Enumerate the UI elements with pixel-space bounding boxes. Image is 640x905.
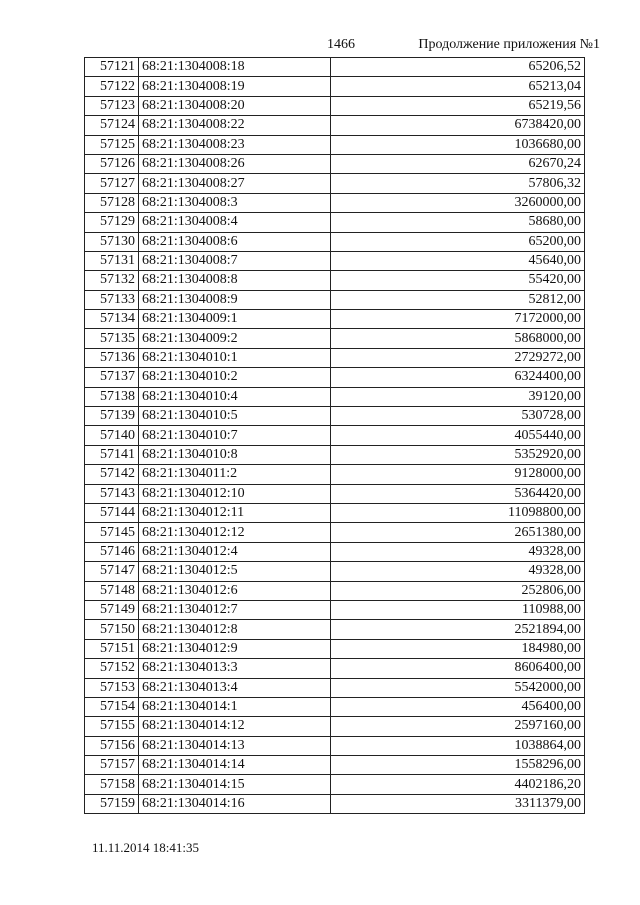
table-row [85, 387, 585, 406]
table-row [85, 271, 585, 290]
cadastral-number-cell: 68:21:1304010:7 [139, 426, 331, 445]
page-number: 1466 [327, 37, 355, 52]
row-number-cell: 57123 [85, 96, 139, 115]
row-number-cell: 57144 [85, 503, 139, 522]
table-row [85, 251, 585, 270]
cadastral-number-cell: 68:21:1304011:2 [139, 465, 331, 484]
cadastral-number-cell: 68:21:1304008:27 [139, 174, 331, 193]
cadastral-number-cell: 68:21:1304012:7 [139, 600, 331, 619]
cadastral-value-cell: 184980,00 [331, 639, 585, 658]
cadastral-number-cell: 68:21:1304014:1 [139, 697, 331, 716]
table-row [85, 775, 585, 794]
cadastral-value-cell: 9128000,00 [331, 465, 585, 484]
row-number-cell: 57138 [85, 387, 139, 406]
table-row [85, 154, 585, 173]
row-number-cell: 57130 [85, 232, 139, 251]
cadastral-value-cell: 65206,52 [331, 58, 585, 77]
cadastral-value-cell: 456400,00 [331, 697, 585, 716]
cadastral-number-cell: 68:21:1304012:6 [139, 581, 331, 600]
row-number-cell: 57128 [85, 193, 139, 212]
table-row [85, 213, 585, 232]
row-number-cell: 57141 [85, 445, 139, 464]
cadastral-value-cell: 3311379,00 [331, 794, 585, 813]
row-number-cell: 57137 [85, 368, 139, 387]
row-number-cell: 57143 [85, 484, 139, 503]
table-row [85, 620, 585, 639]
cadastral-number-cell: 68:21:1304012:11 [139, 503, 331, 522]
row-number-cell: 57125 [85, 135, 139, 154]
cadastral-value-cell: 49328,00 [331, 542, 585, 561]
cadastral-number-cell: 68:21:1304010:1 [139, 348, 331, 367]
cadastral-number-cell: 68:21:1304010:5 [139, 407, 331, 426]
row-number-cell: 57155 [85, 717, 139, 736]
table-row [85, 174, 585, 193]
table-row [85, 116, 585, 135]
table-row [85, 717, 585, 736]
row-number-cell: 57147 [85, 562, 139, 581]
cadastral-value-cell: 49328,00 [331, 562, 585, 581]
table-row [85, 310, 585, 329]
cadastral-number-cell: 68:21:1304014:13 [139, 736, 331, 755]
cadastral-value-cell: 4055440,00 [331, 426, 585, 445]
table-row [85, 329, 585, 348]
row-number-cell: 57157 [85, 756, 139, 775]
cadastral-number-cell: 68:21:1304008:22 [139, 116, 331, 135]
cadastral-value-cell: 55420,00 [331, 271, 585, 290]
table-row [85, 484, 585, 503]
cadastral-value-cell: 110988,00 [331, 600, 585, 619]
cadastral-value-cell: 11098800,00 [331, 503, 585, 522]
table-row [85, 697, 585, 716]
cadastral-value-cell: 65213,04 [331, 77, 585, 96]
cadastral-value-cell: 6738420,00 [331, 116, 585, 135]
cadastral-number-cell: 68:21:1304008:18 [139, 58, 331, 77]
cadastral-value-cell: 58680,00 [331, 213, 585, 232]
row-number-cell: 57156 [85, 736, 139, 755]
cadastral-value-cell: 2597160,00 [331, 717, 585, 736]
cadastral-value-cell: 52812,00 [331, 290, 585, 309]
table-row [85, 290, 585, 309]
table-row [85, 465, 585, 484]
cadastral-value-cell: 5542000,00 [331, 678, 585, 697]
cadastral-number-cell: 68:21:1304010:2 [139, 368, 331, 387]
cadastral-number-cell: 68:21:1304012:5 [139, 562, 331, 581]
cadastral-number-cell: 68:21:1304008:26 [139, 154, 331, 173]
cadastral-number-cell: 68:21:1304008:8 [139, 271, 331, 290]
cadastral-number-cell: 68:21:1304008:6 [139, 232, 331, 251]
appendix-label: Продолжение приложения №1 [418, 37, 600, 52]
cadastral-number-cell: 68:21:1304012:12 [139, 523, 331, 542]
cadastral-number-cell: 68:21:1304012:9 [139, 639, 331, 658]
row-number-cell: 57126 [85, 154, 139, 173]
table-row [85, 232, 585, 251]
cadastral-number-cell: 68:21:1304008:3 [139, 193, 331, 212]
cadastral-number-cell: 68:21:1304008:4 [139, 213, 331, 232]
cadastral-number-cell: 68:21:1304008:23 [139, 135, 331, 154]
cadastral-number-cell: 68:21:1304014:15 [139, 775, 331, 794]
cadastral-value-cell: 8606400,00 [331, 659, 585, 678]
row-number-cell: 57149 [85, 600, 139, 619]
row-number-cell: 57129 [85, 213, 139, 232]
row-number-cell: 57124 [85, 116, 139, 135]
table-row [85, 736, 585, 755]
table-row [85, 348, 585, 367]
cadastral-number-cell: 68:21:1304013:3 [139, 659, 331, 678]
cadastral-number-cell: 68:21:1304008:9 [139, 290, 331, 309]
table-body [85, 58, 585, 814]
row-number-cell: 57122 [85, 77, 139, 96]
row-number-cell: 57131 [85, 251, 139, 270]
cadastral-value-cell: 5868000,00 [331, 329, 585, 348]
table-row [85, 639, 585, 658]
table-row [85, 426, 585, 445]
row-number-cell: 57159 [85, 794, 139, 813]
cadastral-number-cell: 68:21:1304009:2 [139, 329, 331, 348]
table-row [85, 523, 585, 542]
cadastral-value-cell: 7172000,00 [331, 310, 585, 329]
cadastral-number-cell: 68:21:1304008:7 [139, 251, 331, 270]
cadastral-table [84, 57, 585, 814]
cadastral-value-cell: 1558296,00 [331, 756, 585, 775]
cadastral-value-cell: 62670,24 [331, 154, 585, 173]
row-number-cell: 57140 [85, 426, 139, 445]
cadastral-number-cell: 68:21:1304013:4 [139, 678, 331, 697]
table-row [85, 562, 585, 581]
table-row [85, 135, 585, 154]
table-row [85, 581, 585, 600]
row-number-cell: 57136 [85, 348, 139, 367]
table-row [85, 678, 585, 697]
table-row [85, 445, 585, 464]
cadastral-number-cell: 68:21:1304014:16 [139, 794, 331, 813]
cadastral-value-cell: 65200,00 [331, 232, 585, 251]
cadastral-value-cell: 1038864,00 [331, 736, 585, 755]
row-number-cell: 57139 [85, 407, 139, 426]
row-number-cell: 57148 [85, 581, 139, 600]
row-number-cell: 57154 [85, 697, 139, 716]
row-number-cell: 57135 [85, 329, 139, 348]
cadastral-number-cell: 68:21:1304012:8 [139, 620, 331, 639]
cadastral-value-cell: 2521894,00 [331, 620, 585, 639]
row-number-cell: 57121 [85, 58, 139, 77]
cadastral-number-cell: 68:21:1304009:1 [139, 310, 331, 329]
cadastral-value-cell: 1036680,00 [331, 135, 585, 154]
row-number-cell: 57134 [85, 310, 139, 329]
table-row [85, 503, 585, 522]
cadastral-value-cell: 65219,56 [331, 96, 585, 115]
row-number-cell: 57152 [85, 659, 139, 678]
cadastral-value-cell: 39120,00 [331, 387, 585, 406]
cadastral-value-cell: 4402186,20 [331, 775, 585, 794]
cadastral-value-cell: 45640,00 [331, 251, 585, 270]
table-row [85, 542, 585, 561]
table-row [85, 96, 585, 115]
row-number-cell: 57142 [85, 465, 139, 484]
row-number-cell: 57151 [85, 639, 139, 658]
cadastral-number-cell: 68:21:1304012:4 [139, 542, 331, 561]
cadastral-number-cell: 68:21:1304008:19 [139, 77, 331, 96]
cadastral-value-cell: 2651380,00 [331, 523, 585, 542]
table-row [85, 756, 585, 775]
table-row [85, 368, 585, 387]
row-number-cell: 57150 [85, 620, 139, 639]
cadastral-value-cell: 530728,00 [331, 407, 585, 426]
table-row [85, 659, 585, 678]
cadastral-value-cell: 5352920,00 [331, 445, 585, 464]
table-row [85, 407, 585, 426]
row-number-cell: 57133 [85, 290, 139, 309]
cadastral-value-cell: 57806,32 [331, 174, 585, 193]
row-number-cell: 57158 [85, 775, 139, 794]
cadastral-value-cell: 6324400,00 [331, 368, 585, 387]
cadastral-value-cell: 252806,00 [331, 581, 585, 600]
row-number-cell: 57146 [85, 542, 139, 561]
cadastral-number-cell: 68:21:1304010:8 [139, 445, 331, 464]
table-row [85, 58, 585, 77]
cadastral-number-cell: 68:21:1304014:14 [139, 756, 331, 775]
row-number-cell: 57132 [85, 271, 139, 290]
row-number-cell: 57145 [85, 523, 139, 542]
cadastral-value-cell: 5364420,00 [331, 484, 585, 503]
cadastral-number-cell: 68:21:1304008:20 [139, 96, 331, 115]
table-row [85, 77, 585, 96]
cadastral-number-cell: 68:21:1304012:10 [139, 484, 331, 503]
row-number-cell: 57153 [85, 678, 139, 697]
table-row [85, 600, 585, 619]
cadastral-value-cell: 3260000,00 [331, 193, 585, 212]
footer-timestamp: 11.11.2014 18:41:35 [92, 840, 200, 855]
cadastral-number-cell: 68:21:1304010:4 [139, 387, 331, 406]
row-number-cell: 57127 [85, 174, 139, 193]
table-row [85, 794, 585, 813]
table-row [85, 193, 585, 212]
cadastral-number-cell: 68:21:1304014:12 [139, 717, 331, 736]
cadastral-value-cell: 2729272,00 [331, 348, 585, 367]
